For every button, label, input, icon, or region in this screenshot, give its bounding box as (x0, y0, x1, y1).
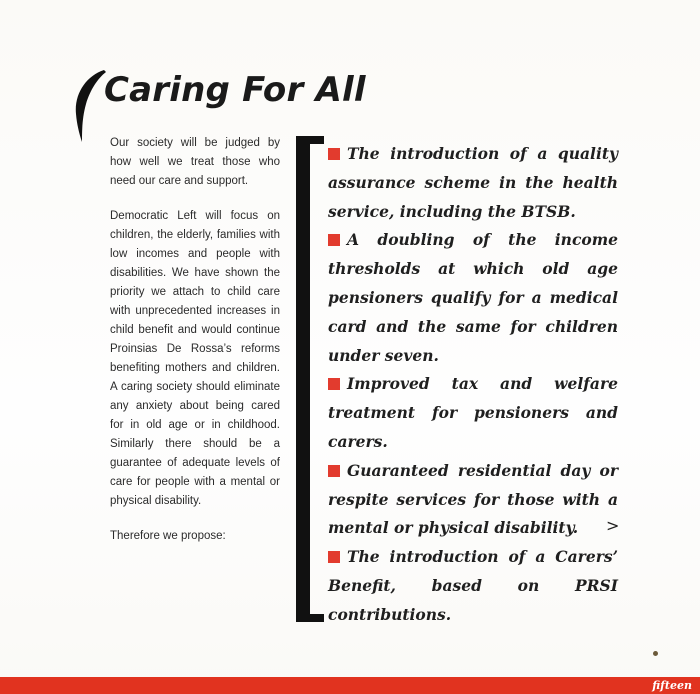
proposal-text: A doubling of the income thresholds at which old age pensioners qualify for a medical card and the same for children under seven. (328, 230, 618, 365)
proposal-text: The introduction of a quality assurance scheme in the health service, including the BTSB. (328, 144, 618, 221)
red-square-bullet-icon (328, 378, 340, 390)
red-square-bullet-icon (328, 551, 340, 563)
page-number: fifteen (652, 679, 692, 692)
footer-bar (0, 677, 700, 694)
speck-mark (653, 651, 658, 656)
large-left-bracket (296, 136, 324, 622)
proposal-item (328, 370, 618, 456)
red-square-bullet-icon (328, 148, 340, 160)
intro-column (110, 134, 280, 562)
intro-paragraph-3: Therefore we propose: (110, 530, 226, 542)
red-square-bullet-icon (328, 465, 340, 477)
page-title: Caring For All (104, 70, 366, 110)
proposal-item (328, 140, 618, 226)
intro-paragraph-2: Democratic Left will focus on children, the elderly, families with low incomes and people with disabilities. We have shown the priority we attach to child care with unprecedented increases in child benefit and would continue Proinsias De Rossa’s reforms benefiting mothers and children. A caring society should eliminate any anxiety about being cared for in old age or in childhood. Similarly there should be a guarantee of adequate levels of care for people with a mental or physical disability. (110, 210, 280, 507)
proposal-item (328, 226, 618, 370)
proposal-item (328, 543, 618, 629)
intro-paragraph-1: Our society will be judged by how well we treat those who need our care and support. (110, 137, 280, 187)
proposal-item (328, 457, 618, 543)
bracket-bar (296, 136, 310, 622)
proposal-text: The introduction of a Carers’ Benefit, based on PRSI contributions. (328, 547, 618, 624)
bracket-bottom-serif (296, 614, 324, 622)
proposal-text: Improved tax and welfare treatment for pensioners and carers. (328, 374, 618, 451)
proposal-text: Guaranteed residential day or respite services for those with a mental or physical disability. (328, 460, 618, 538)
proposals-list (328, 140, 618, 630)
red-square-bullet-icon (328, 234, 340, 246)
continue-arrow-icon: > (606, 516, 620, 535)
bracket-top-serif (296, 136, 324, 144)
